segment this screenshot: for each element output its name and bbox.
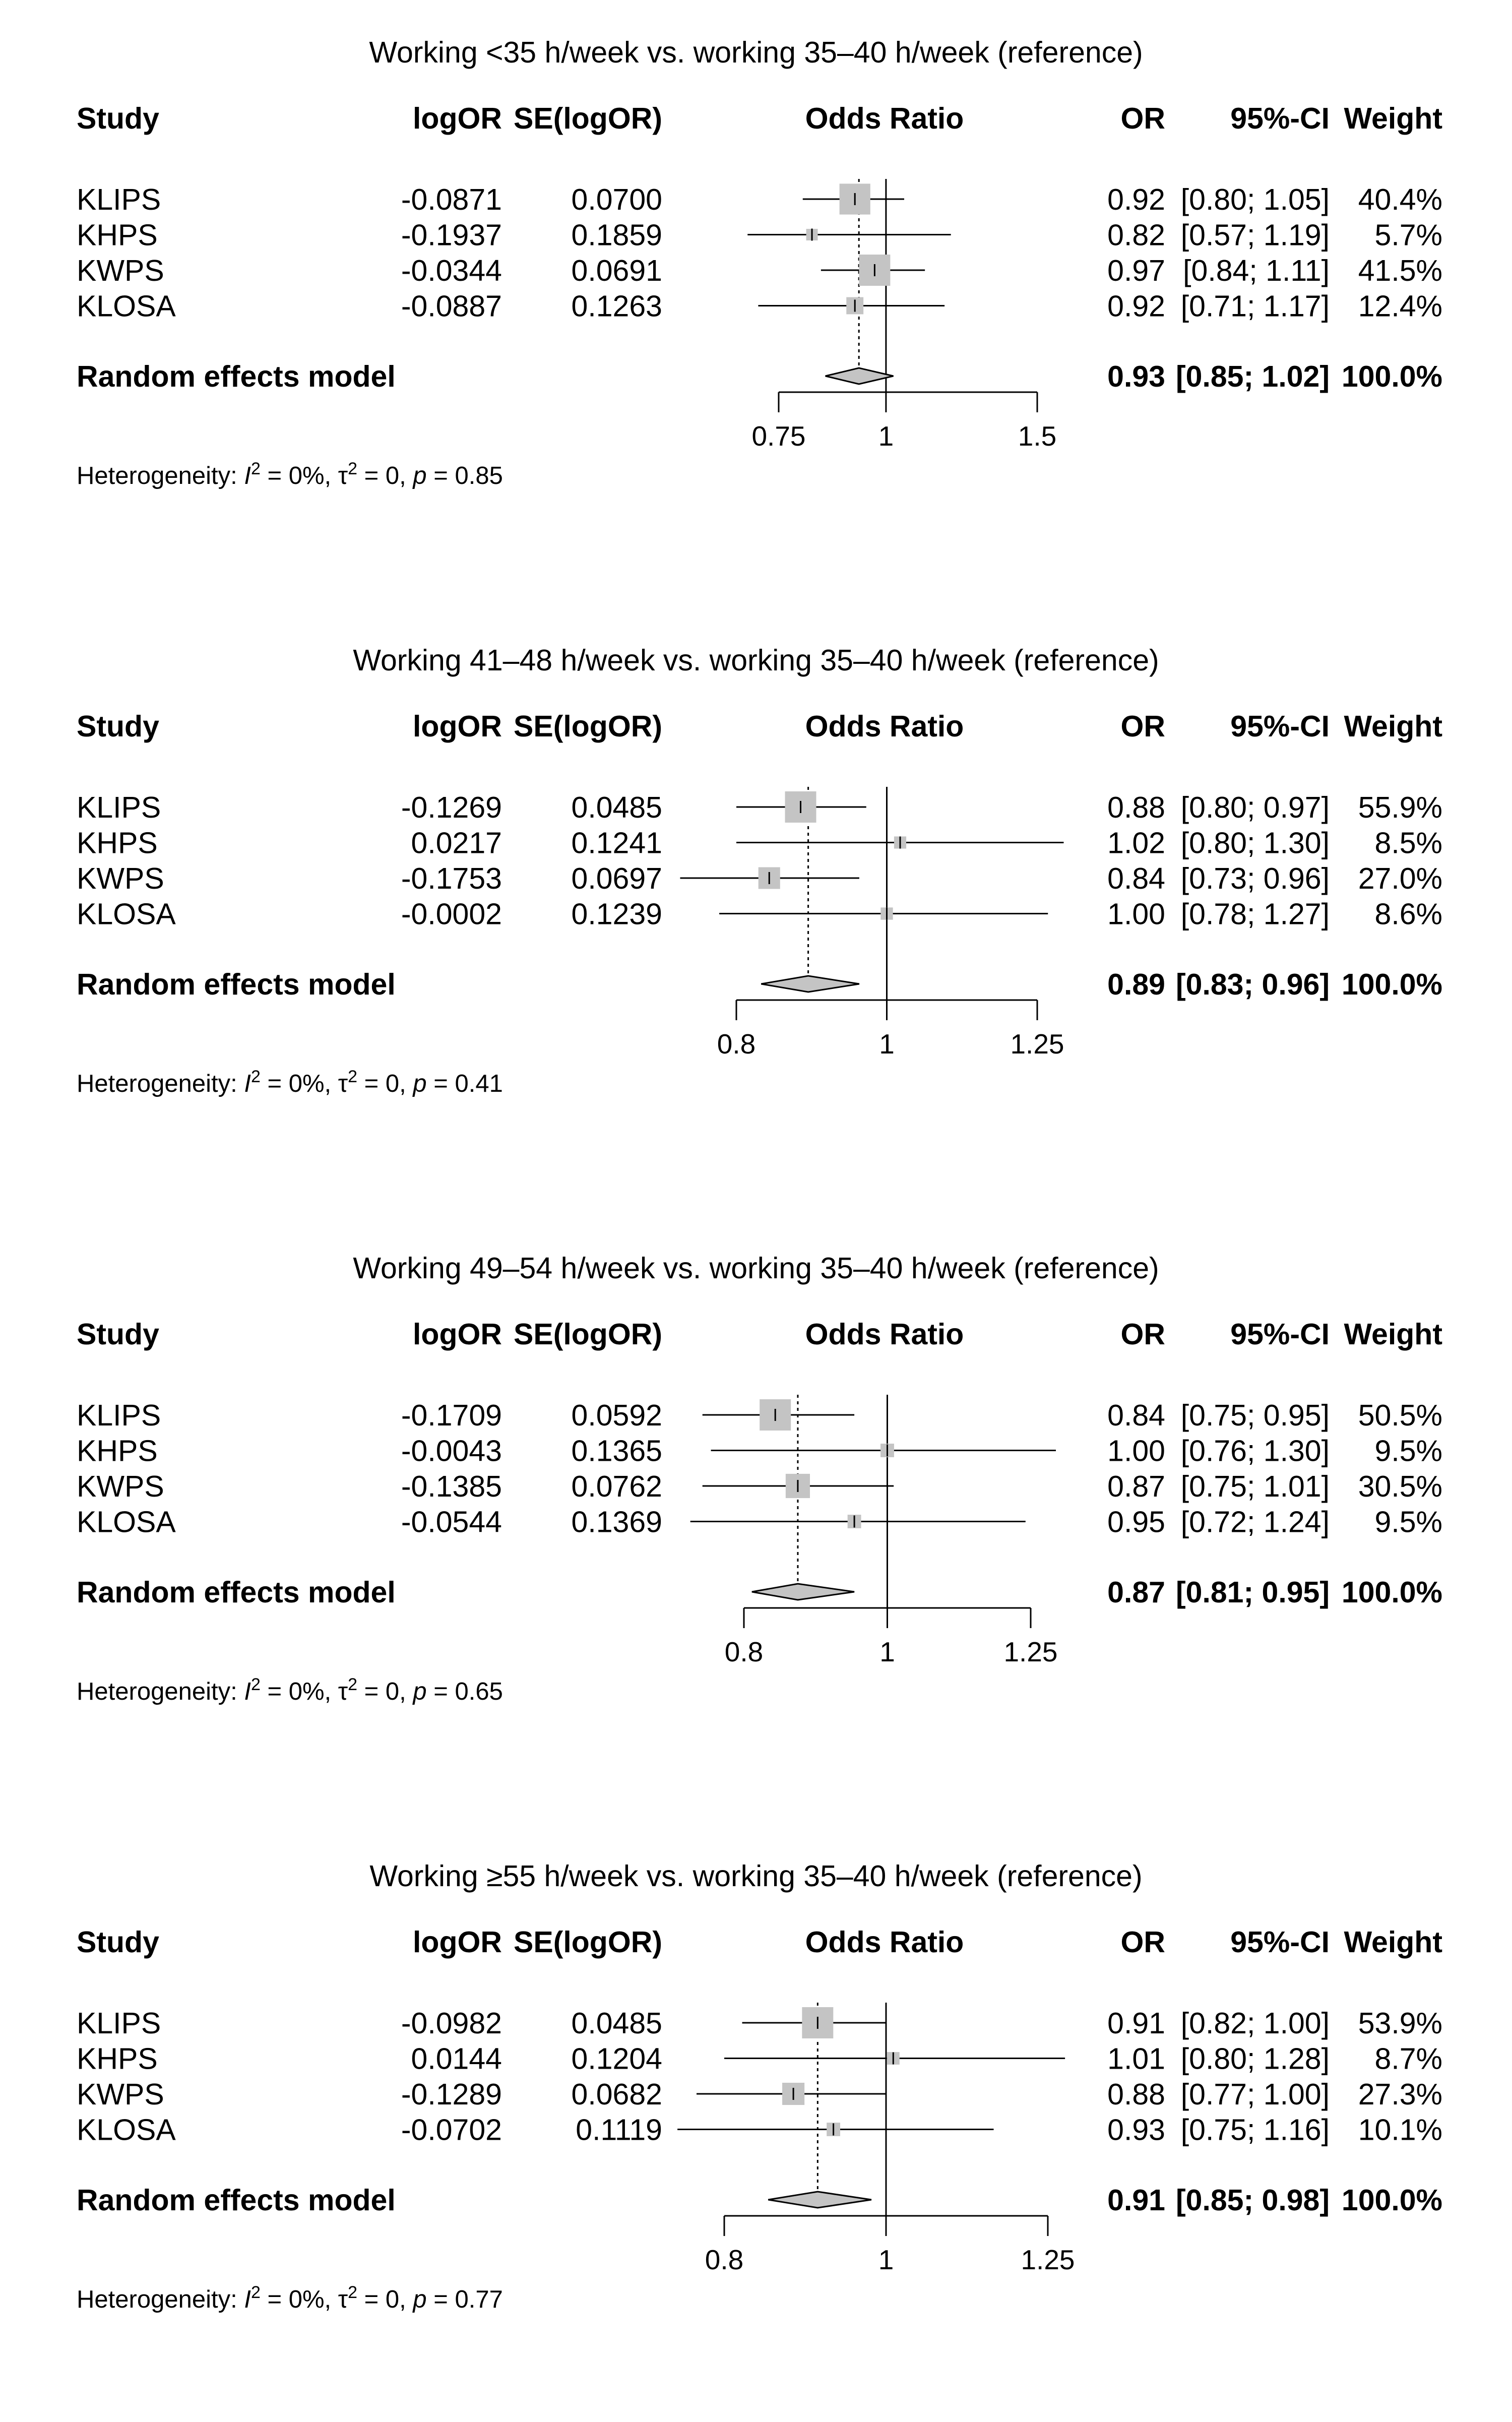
study-weight: 53.9%	[1358, 2007, 1442, 2040]
study-se: 0.1239	[571, 897, 662, 931]
study-weight: 8.7%	[1374, 2042, 1442, 2076]
study-weight: 12.4%	[1358, 289, 1442, 323]
header-odds-ratio: Odds Ratio	[805, 102, 964, 135]
study-ci: [0.75; 1.16]	[1180, 2113, 1330, 2147]
x-tick-label: 1	[879, 1636, 895, 1667]
study-logor: -0.0702	[401, 2113, 502, 2147]
pooled-diamond	[826, 368, 894, 384]
forest-panel	[77, 644, 1442, 1097]
study-logor: -0.1289	[401, 2078, 502, 2111]
pooled-weight: 100.0%	[1341, 2184, 1442, 2217]
study-or: 0.93	[1107, 2113, 1165, 2147]
study-logor: 0.0217	[411, 826, 502, 860]
study-ci: [0.80; 1.28]	[1180, 2042, 1330, 2076]
study-logor: -0.0887	[401, 289, 502, 323]
study-or: 0.92	[1107, 183, 1165, 216]
study-se: 0.1859	[571, 218, 662, 252]
study-or: 1.02	[1107, 826, 1165, 860]
study-se: 0.0485	[571, 2007, 662, 2040]
study-logor: -0.1937	[401, 218, 502, 252]
study-logor: -0.0043	[401, 1434, 502, 1468]
pooled-or: 0.87	[1107, 1576, 1165, 1609]
study-weight: 40.4%	[1358, 183, 1442, 216]
x-tick-label: 1.25	[1021, 2244, 1075, 2275]
x-tick-label: 1	[878, 2244, 894, 2275]
x-tick-label: 1.25	[1003, 1636, 1058, 1667]
panel-title: Working 41–48 h/week vs. working 35–40 h/week (reference)	[353, 644, 1159, 677]
study-or: 0.88	[1107, 791, 1165, 824]
pooled-label: Random effects model	[77, 2184, 396, 2217]
x-tick-label: 1	[878, 420, 894, 452]
x-tick-label: 1.5	[1018, 420, 1057, 452]
header-se-logor: SE(logOR)	[514, 1318, 662, 1351]
study-logor: -0.0544	[401, 1505, 502, 1539]
panel-title: Working 49–54 h/week vs. working 35–40 h/week (reference)	[353, 1252, 1159, 1285]
study-ci: [0.80; 0.97]	[1180, 791, 1330, 824]
study-weight: 5.7%	[1374, 218, 1442, 252]
study-se: 0.0691	[571, 254, 662, 287]
study-logor: -0.0002	[401, 897, 502, 931]
study-logor: -0.1269	[401, 791, 502, 824]
study-ci: [0.75; 0.95]	[1180, 1399, 1330, 1432]
study-se: 0.0697	[571, 862, 662, 895]
pooled-weight: 100.0%	[1341, 968, 1442, 1001]
study-ci: [0.71; 1.17]	[1180, 289, 1330, 323]
pooled-or: 0.93	[1107, 360, 1165, 393]
forest-panel	[77, 36, 1442, 489]
header-weight: Weight	[1344, 1926, 1442, 1959]
study-se: 0.0485	[571, 791, 662, 824]
study-weight: 50.5%	[1358, 1399, 1442, 1432]
study-or: 1.00	[1107, 1434, 1165, 1468]
study-weight: 27.3%	[1358, 2078, 1442, 2111]
header-odds-ratio: Odds Ratio	[805, 1926, 964, 1959]
study-or: 0.84	[1107, 1399, 1165, 1432]
header-study: Study	[77, 1926, 159, 1959]
study-weight: 9.5%	[1374, 1434, 1442, 1468]
study-name: KHPS	[77, 826, 158, 860]
study-se: 0.1263	[571, 289, 662, 323]
study-weight: 10.1%	[1358, 2113, 1442, 2147]
x-tick-label: 0.8	[724, 1636, 764, 1667]
header-se-logor: SE(logOR)	[514, 102, 662, 135]
study-weight: 41.5%	[1358, 254, 1442, 287]
study-name: KLIPS	[77, 2007, 161, 2040]
x-tick-label: 0.75	[751, 420, 806, 452]
study-or: 0.88	[1107, 2078, 1165, 2111]
pooled-ci: [0.85; 1.02]	[1176, 360, 1330, 393]
study-logor: -0.0344	[401, 254, 502, 287]
study-name: KLIPS	[77, 791, 161, 824]
header-95ci: 95%-CI	[1230, 710, 1330, 743]
study-ci: [0.75; 1.01]	[1180, 1470, 1330, 1503]
header-or: OR	[1120, 1318, 1165, 1351]
header-95ci: 95%-CI	[1230, 102, 1330, 135]
study-se: 0.1204	[571, 2042, 662, 2076]
study-se: 0.1119	[576, 2113, 662, 2147]
pooled-ci: [0.85; 0.98]	[1176, 2184, 1330, 2217]
study-weight: 55.9%	[1358, 791, 1442, 824]
pooled-ci: [0.83; 0.96]	[1176, 968, 1330, 1001]
study-se: 0.0700	[571, 183, 662, 216]
study-or: 0.87	[1107, 1470, 1165, 1503]
study-name: KWPS	[77, 254, 164, 287]
x-tick-label: 0.8	[705, 2244, 744, 2275]
pooled-ci: [0.81; 0.95]	[1176, 1576, 1330, 1609]
header-se-logor: SE(logOR)	[514, 710, 662, 743]
header-or: OR	[1120, 1926, 1165, 1959]
header-95ci: 95%-CI	[1230, 1926, 1330, 1959]
x-tick-label: 0.8	[717, 1028, 756, 1060]
study-weight: 8.5%	[1374, 826, 1442, 860]
header-se-logor: SE(logOR)	[514, 1926, 662, 1959]
study-name: KLIPS	[77, 183, 161, 216]
study-se: 0.1369	[571, 1505, 662, 1539]
study-logor: 0.0144	[411, 2042, 502, 2076]
study-or: 0.92	[1107, 289, 1165, 323]
forest-panel	[77, 1859, 1442, 2313]
panel-title: Working <35 h/week vs. working 35–40 h/week (reference)	[369, 36, 1143, 69]
study-name: KWPS	[77, 862, 164, 895]
study-or: 0.91	[1107, 2007, 1165, 2040]
study-ci: [0.73; 0.96]	[1180, 862, 1330, 895]
header-or: OR	[1120, 710, 1165, 743]
study-or: 1.00	[1107, 897, 1165, 931]
study-or: 1.01	[1107, 2042, 1165, 2076]
pooled-or: 0.91	[1107, 2184, 1165, 2217]
header-study: Study	[77, 710, 159, 743]
header-95ci: 95%-CI	[1230, 1318, 1330, 1351]
pooled-diamond	[752, 1584, 854, 1600]
header-odds-ratio: Odds Ratio	[805, 1318, 964, 1351]
study-se: 0.0762	[571, 1470, 662, 1503]
study-name: KLIPS	[77, 1399, 161, 1432]
study-logor: -0.1385	[401, 1470, 502, 1503]
pooled-label: Random effects model	[77, 968, 396, 1001]
study-weight: 30.5%	[1358, 1470, 1442, 1503]
study-weight: 9.5%	[1374, 1505, 1442, 1539]
study-se: 0.0592	[571, 1399, 662, 1432]
x-tick-label: 1	[879, 1028, 895, 1060]
study-se: 0.0682	[571, 2078, 662, 2111]
study-or: 0.84	[1107, 862, 1165, 895]
heterogeneity-text: Heterogeneity: $I^2 = 0\%$, $\tau^2 = 0$, p = 0.85	[77, 459, 503, 489]
header-study: Study	[77, 1318, 159, 1351]
study-logor: -0.1709	[401, 1399, 502, 1432]
pooled-weight: 100.0%	[1341, 1576, 1442, 1609]
header-logor: logOR	[413, 102, 502, 135]
study-name: KLOSA	[77, 289, 176, 323]
pooled-diamond	[768, 2192, 871, 2208]
x-tick-label: 1.25	[1010, 1028, 1064, 1060]
pooled-or: 0.89	[1107, 968, 1165, 1001]
study-or: 0.95	[1107, 1505, 1165, 1539]
header-logor: logOR	[413, 710, 502, 743]
study-or: 0.97	[1107, 254, 1165, 287]
study-ci: [0.78; 1.27]	[1180, 897, 1330, 931]
study-name: KLOSA	[77, 897, 176, 931]
panel-title: Working ≥55 h/week vs. working 35–40 h/week (reference)	[369, 1859, 1143, 1893]
study-ci: [0.76; 1.30]	[1180, 1434, 1330, 1468]
study-ci: [0.84; 1.11]	[1183, 254, 1330, 287]
header-or: OR	[1120, 102, 1165, 135]
study-se: 0.1365	[571, 1434, 662, 1468]
pooled-weight: 100.0%	[1341, 360, 1442, 393]
header-logor: logOR	[413, 1926, 502, 1959]
study-name: KWPS	[77, 1470, 164, 1503]
header-logor: logOR	[413, 1318, 502, 1351]
study-ci: [0.57; 1.19]	[1180, 218, 1330, 252]
heterogeneity-text: Heterogeneity: $I^2 = 0\%$, $\tau^2 = 0$, p = 0.41	[77, 1067, 503, 1097]
study-name: KHPS	[77, 2042, 158, 2076]
study-weight: 8.6%	[1374, 897, 1442, 931]
study-logor: -0.1753	[401, 862, 502, 895]
study-logor: -0.0871	[401, 183, 502, 216]
study-ci: [0.80; 1.05]	[1180, 183, 1330, 216]
pooled-diamond	[761, 976, 859, 992]
study-ci: [0.80; 1.30]	[1180, 826, 1330, 860]
heterogeneity-text: Heterogeneity: $I^2 = 0\%$, $\tau^2 = 0$, p = 0.77	[77, 2283, 503, 2313]
header-weight: Weight	[1344, 102, 1442, 135]
study-or: 0.82	[1107, 218, 1165, 252]
pooled-label: Random effects model	[77, 1576, 396, 1609]
forest-panel	[77, 1252, 1442, 1705]
heterogeneity-text: Heterogeneity: $I^2 = 0\%$, $\tau^2 = 0$, p = 0.65	[77, 1675, 503, 1705]
study-ci: [0.82; 1.00]	[1180, 2007, 1330, 2040]
header-weight: Weight	[1344, 710, 1442, 743]
header-weight: Weight	[1344, 1318, 1442, 1351]
study-ci: [0.77; 1.00]	[1180, 2078, 1330, 2111]
study-name: KWPS	[77, 2078, 164, 2111]
pooled-label: Random effects model	[77, 360, 396, 393]
header-odds-ratio: Odds Ratio	[805, 710, 964, 743]
header-study: Study	[77, 102, 159, 135]
study-name: KHPS	[77, 218, 158, 252]
study-name: KLOSA	[77, 1505, 176, 1539]
study-name: KHPS	[77, 1434, 158, 1468]
study-se: 0.1241	[571, 826, 662, 860]
study-logor: -0.0982	[401, 2007, 502, 2040]
study-weight: 27.0%	[1358, 862, 1442, 895]
study-ci: [0.72; 1.24]	[1180, 1505, 1330, 1539]
study-name: KLOSA	[77, 2113, 176, 2147]
